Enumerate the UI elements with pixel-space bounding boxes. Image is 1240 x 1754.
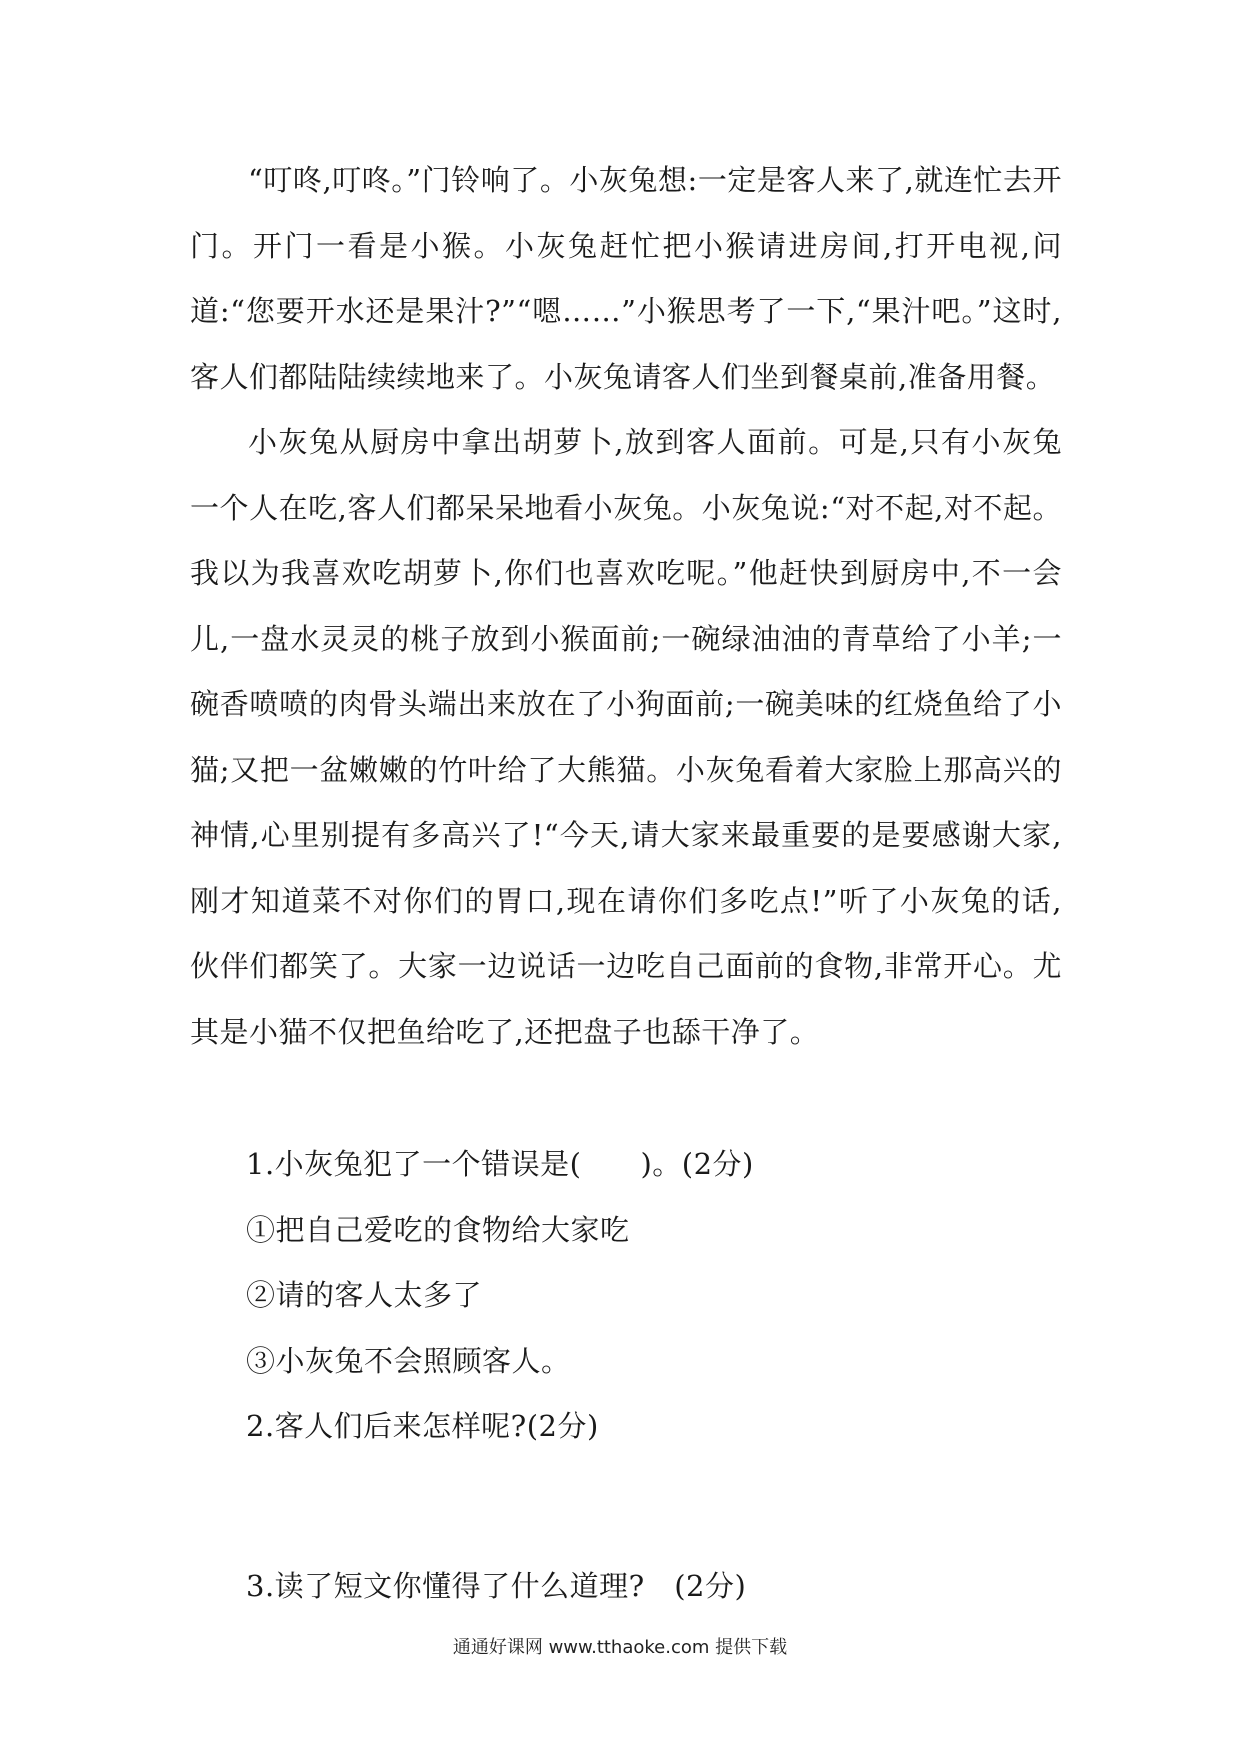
question-list [246,1132,1066,1460]
footer-source-note: 通通好课网 www.tthaoke.com 提供下载 [452,1637,788,1658]
story-paragraph-2: 小灰兔从厨房中拿出胡萝卜,放到客人面前。可是,只有小灰兔一个人在吃,客人们都呆呆地看小灰兔。小灰兔说:“对不起,对不起。我以为我喜欢吃胡萝卜,你们也喜欢吃呢。”他赶快到厨房中,不一会儿,一盘水灵灵的桃子放到小猴面前;一碗绿油油的青草给了小羊;一碗香喷喷的肉骨头端出来放在了小狗面前;一碗美味的红烧鱼给了小猫;又把一盆嫩嫩的竹叶给了大熊猫。小灰兔看着大家脸上那高兴的神情,心里别提有多高兴了!“今天,请大家来最重要的是要感谢大家,刚才知道菜不对你们的胃口,现在请你们多吃点!”听了小灰兔的话,伙伴们都笑了。大家一边说话一边吃自己面前的食物,非常开心。尤其是小猫不仅把鱼给吃了,还把盘子也舔干净了。 [190,425,1062,1049]
question-2-stem: 2.客人们后来怎样呢?(2分) [246,1409,599,1443]
question-1-option-1: ①把自己爱吃的食物给大家吃 [246,1212,630,1247]
story-paragraph-1: “叮咚,叮咚。”门铃响了。小灰兔想:一定是客人来了,就连忙去开门。开门一看是小猴。小灰兔赶忙把小猴请进房间,打开电视,问道:“您要开水还是果汁?”“嗯……”小猴思考了一下,“果汁吧。”这时,客人们都陆陆续续地来了。小灰兔请客人们坐到餐桌前,准备用餐。 [190,163,1062,394]
question-1-option-2: ②请的客人太多了 [246,1278,483,1312]
question-1-option-3: ③小灰兔不会照顾客人。 [246,1343,571,1378]
question-3-stem: 3.读了短文你懂得了什么道理? (2分) [246,1569,747,1603]
story-text [190,148,1062,1065]
question-1-stem: 1.小灰兔犯了一个错误是( )。(2分) [246,1147,754,1181]
